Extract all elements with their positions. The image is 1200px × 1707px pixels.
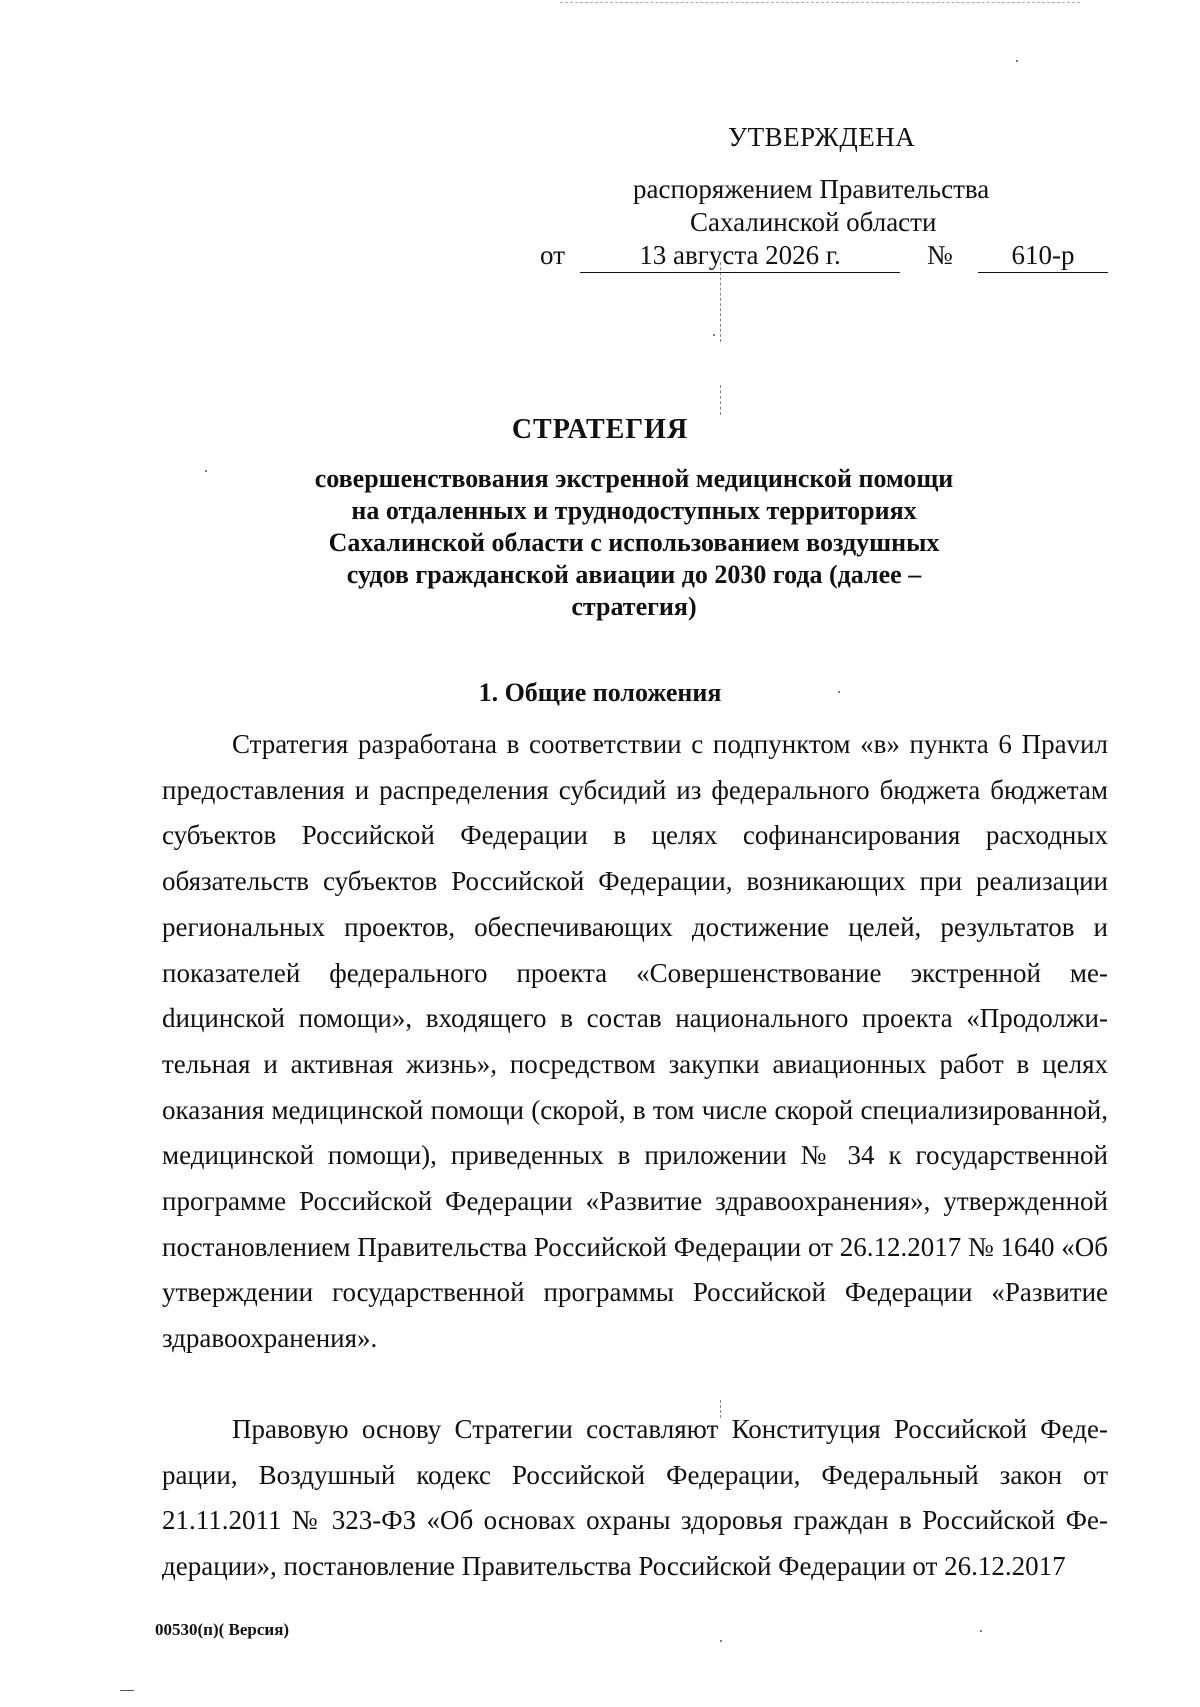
approval-region-line: Сахалинской области — [690, 207, 937, 237]
scan-speck — [720, 1640, 722, 1642]
date-prefix: от — [540, 240, 565, 270]
document-title: СТРАТЕГИЯ — [511, 414, 689, 445]
approval-authority-line: распоряжением Правительства — [633, 174, 990, 204]
approval-title: УТВЕРЖДЕНА — [728, 122, 916, 152]
scan-border-artifact — [560, 2, 1080, 3]
body-paragraph: Правовую основу Стратегии составляют Конституция Российской Федерации, Воздушный кодекс Российской Федерации, Федеральный закон от 21.11.2011 № 323-ФЗ «Об основах охраны здоровья граждан в Российской Федерации», постановление Правительства Российской Федерации от 26.12.2017 — [162, 1414, 1108, 1582]
footer-form-code: 00530(п)( Версия) — [155, 1620, 290, 1639]
scan-speck — [1016, 60, 1018, 62]
scan-speck — [120, 1690, 134, 1691]
scan-speck — [980, 1630, 982, 1632]
scan-speck — [713, 334, 715, 336]
section-heading: 1. Общие положения — [478, 678, 722, 707]
scan-fold-line — [720, 385, 721, 415]
scan-fold-line — [720, 262, 721, 342]
approval-number: 610-р — [978, 240, 1108, 273]
body-paragraph: Стратегия разработана в соответствии с подпунктом «в» пункта 6 Праvил предоставления и распределения субсидий из федерального бюджета бюджетам субъектов Российской Федерации в целях софинансирования расходных обязательств субъектов Российской Федерации, возникающих при реализации региональных проектов, обеспечивающих достижение целей, результатов и показателей федерального проекта «Совершенствование экстренной меdицинской помощи», входящего в состав национального проекта «Продолжительная и активная жизнь», посредством закупки авиационных работ в целях оказания медицинской помощи (скорой, в том числе скорой специализированной, медицинской помощи), приведенных в приложении № 34 к государственной программе Российской Федерации «Развитие здравоохранения», утвержденной постановлением Правительства Российской Федерации от 26.12.2017 № 1640 «Об утверждении государственной программы Российской Федерации «Развитие здравоохранения». — [162, 729, 1108, 1354]
approval-date-number-row — [540, 240, 1110, 274]
document-subtitle: совершенствования экстренной медицинской помощи на отдаленных и труднодоступных территориях Сахалинской области с использованием воздушных судов гражданской авиации до 2030 года (далее – стратегия) — [314, 464, 954, 621]
scan-speck — [205, 470, 207, 472]
number-sign: № — [927, 240, 953, 270]
approval-date: 13 августа 2026 г. — [580, 240, 900, 273]
